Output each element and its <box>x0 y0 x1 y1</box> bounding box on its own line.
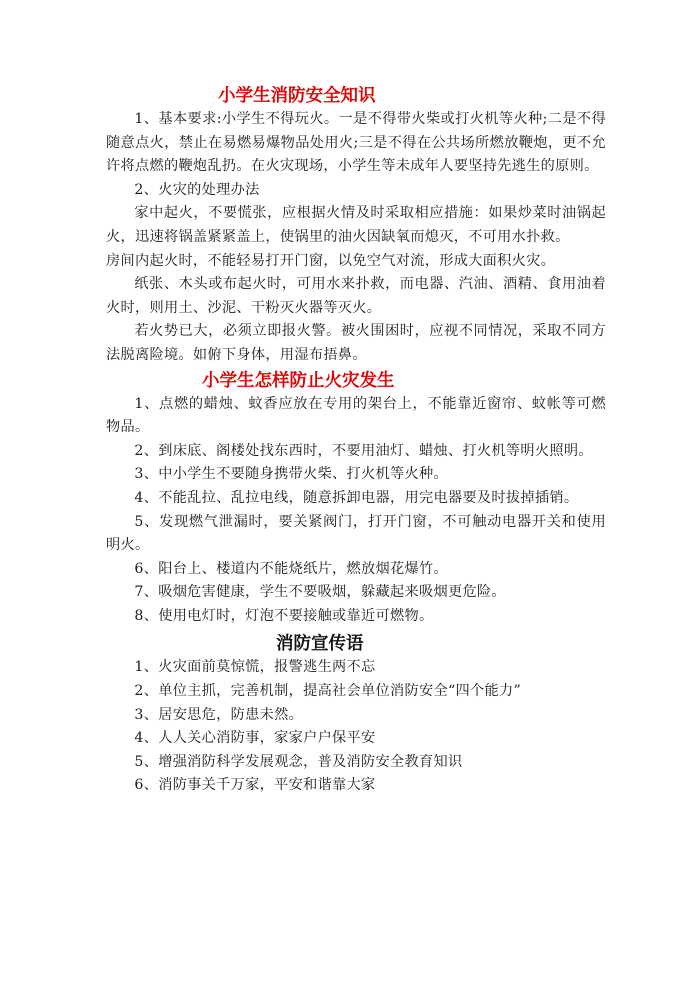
section-fire-safety-knowledge <box>106 84 606 368</box>
paragraph-home-fire: 家中起火，不要慌张，应根据火情及时采取相应措施：如果炒菜时油锅起火，迅速将锅盖紧紧盖上，使锅里的油火因缺氧而熄灭，不可用水扑救。 <box>106 205 606 245</box>
section-fire-slogans <box>106 632 606 798</box>
list-item: 4、不能乱拉、乱拉电线，随意拆卸电器，用完电器要及时拔掉插销。 <box>134 489 579 506</box>
list-item: 8、使用电灯时，灯泡不要接触或靠近可燃物。 <box>134 607 434 624</box>
paragraph-large-fire: 若火势已大，必须立即报火警。被火围困时，应视不同情况，采取不同方法脱离险境。如俯下身体，用湿布捂鼻。 <box>106 323 606 363</box>
prevention-list <box>106 393 606 629</box>
paragraph-basic-requirements: 1、基本要求:小学生不得玩火。一是不得带火柴或打火机等火种;二是不得随意点火，禁止在易燃易爆物品处用火;三是不得在公共场所燃放鞭炮，更不允许将点燃的鞭炮乱扔。在火灾现场，小学生等未成年人要坚持先逃生的原则。 <box>106 111 606 175</box>
paragraph-room-fire: 房间内起火时，不能轻易打开门窗，以免空气对流，形成大面积火灾。 <box>106 252 556 269</box>
section-title-fire-safety-knowledge: 小学生消防安全知识 <box>218 86 376 106</box>
slogan-list <box>106 656 606 798</box>
list-item: 1、火灾面前莫惊慌，报警逃生两不忘 <box>134 659 376 676</box>
list-item: 6、阳台上、楼道内不能烧纸片，燃放烟花爆竹。 <box>134 560 448 577</box>
list-item: 3、居安思危，防患未然。 <box>134 706 304 723</box>
list-item: 7、吸烟危害健康，学生不要吸烟，躲藏起来吸烟更危险。 <box>134 584 506 601</box>
list-item: 3、中小学生不要随身携带火柴、打火机等火种。 <box>134 466 448 483</box>
section-title-fire-slogans: 消防宣传语 <box>276 634 364 655</box>
paragraph-material-fire: 纸张、木头或布起火时，可用水来扑救，而电器、汽油、酒精、食用油着火时，则用土、沙泥、干粉灭火器等灭火。 <box>106 276 606 316</box>
list-item: 5、发现燃气泄漏时，要关紧阀门，打开门窗，不可触动电器开关和使用明火。 <box>106 513 606 554</box>
list-item: 4、人人关心消防事，家家户户保平安 <box>134 730 376 747</box>
list-item: 5、增强消防科学发展观念，普及消防安全教育知识 <box>134 753 463 770</box>
paragraph-handling-heading: 2、火灾的处理办法 <box>134 181 260 198</box>
list-item: 2、到床底、阁楼处找东西时，不要用油灯、蜡烛、打火机等明火照明。 <box>134 442 593 459</box>
section-title-fire-prevention: 小学生怎样防止火灾发生 <box>202 370 395 391</box>
section-fire-prevention <box>106 369 606 629</box>
list-item: 2、单位主抓，完善机制，提高社会单位消防安全“四个能力” <box>134 683 522 700</box>
list-item: 6、消防事关千万家，平安和谐靠大家 <box>134 777 376 794</box>
list-item: 1、点燃的蜡烛、蚊香应放在专用的架台上，不能靠近窗帘、蚊帐等可燃物品。 <box>106 395 606 436</box>
document-body <box>106 84 606 798</box>
